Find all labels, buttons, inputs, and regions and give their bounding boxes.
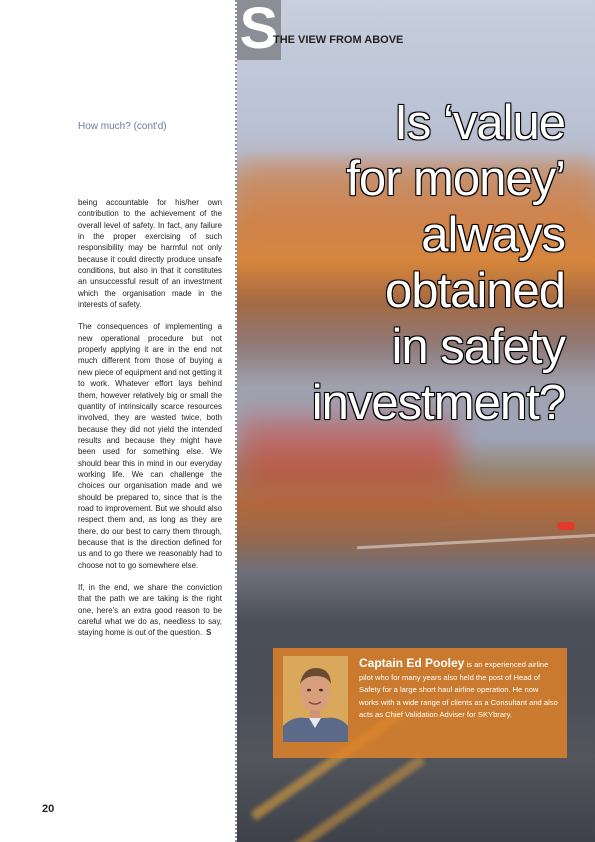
author-bio-text: is an experienced airline pilot who for many years also held the post of Head of Safety for a large short haul airline operation. He now works with a wide range of clients as a Consultant and also acts as Chief Validation Adviser for SKYbrary. — [359, 660, 558, 719]
section-label: THE VIEW FROM ABOVE — [273, 34, 404, 46]
article-headline — [245, 95, 565, 431]
left-column — [0, 0, 235, 842]
magazine-logo-icon: S — [237, 0, 281, 60]
headline-line: investment? — [311, 376, 565, 430]
end-mark-icon: S — [206, 628, 212, 638]
body-paragraph — [78, 582, 222, 639]
article-body — [78, 197, 222, 650]
headline-line: for money’ — [346, 152, 565, 206]
body-paragraph: being accountable for his/her own contribution to the achievement of the overall level of safety. In fact, any failure in the proper exercising of such responsibility may be harmful not only because it could directly produce unsafe conditions, but also in that it constitutes an unsuccessful result of an investment which the organisation made in the interests of safety. — [78, 198, 222, 310]
headline-line: always — [421, 208, 565, 262]
headline-line: in safety — [391, 320, 565, 374]
body-paragraph: The consequences of implementing a new operational procedure but not properly applying it are in the end not much different from those of buying a new piece of equipment and not getting it to work. Whatever effort lays behind them, however relatively big or small the quantity of intrinsically scarce resources involved, they are wasted twice, both because they did not yield the intended results and because they might have been used for something else. We should bear this in mind in our everyday working life. We can challenge the choices our organisation made and we should be prepared to, since that is the road to improvement. But we should also respect them and, as long as they are there, do our best to carry them through, because that is the direction defined for us and to go there we reasonably had to choose not to go somewhere else. — [78, 322, 222, 570]
page-number: 20 — [42, 803, 55, 815]
author-portrait — [283, 656, 348, 742]
author-box — [273, 648, 567, 758]
section-subheading: How much? (cont'd) — [78, 121, 167, 132]
portrait-image — [283, 656, 348, 742]
body-paragraph-text: If, in the end, we share the conviction that the path we are taking is the right one, here's an extra good reason to be careful what we do as, needless to say, staying home is out of the question. — [78, 583, 222, 638]
author-name: Captain Ed Pooley — [359, 656, 465, 670]
headline-line: Is ‘value — [394, 96, 565, 150]
author-bio — [359, 657, 559, 722]
headline-line: obtained — [384, 264, 565, 318]
